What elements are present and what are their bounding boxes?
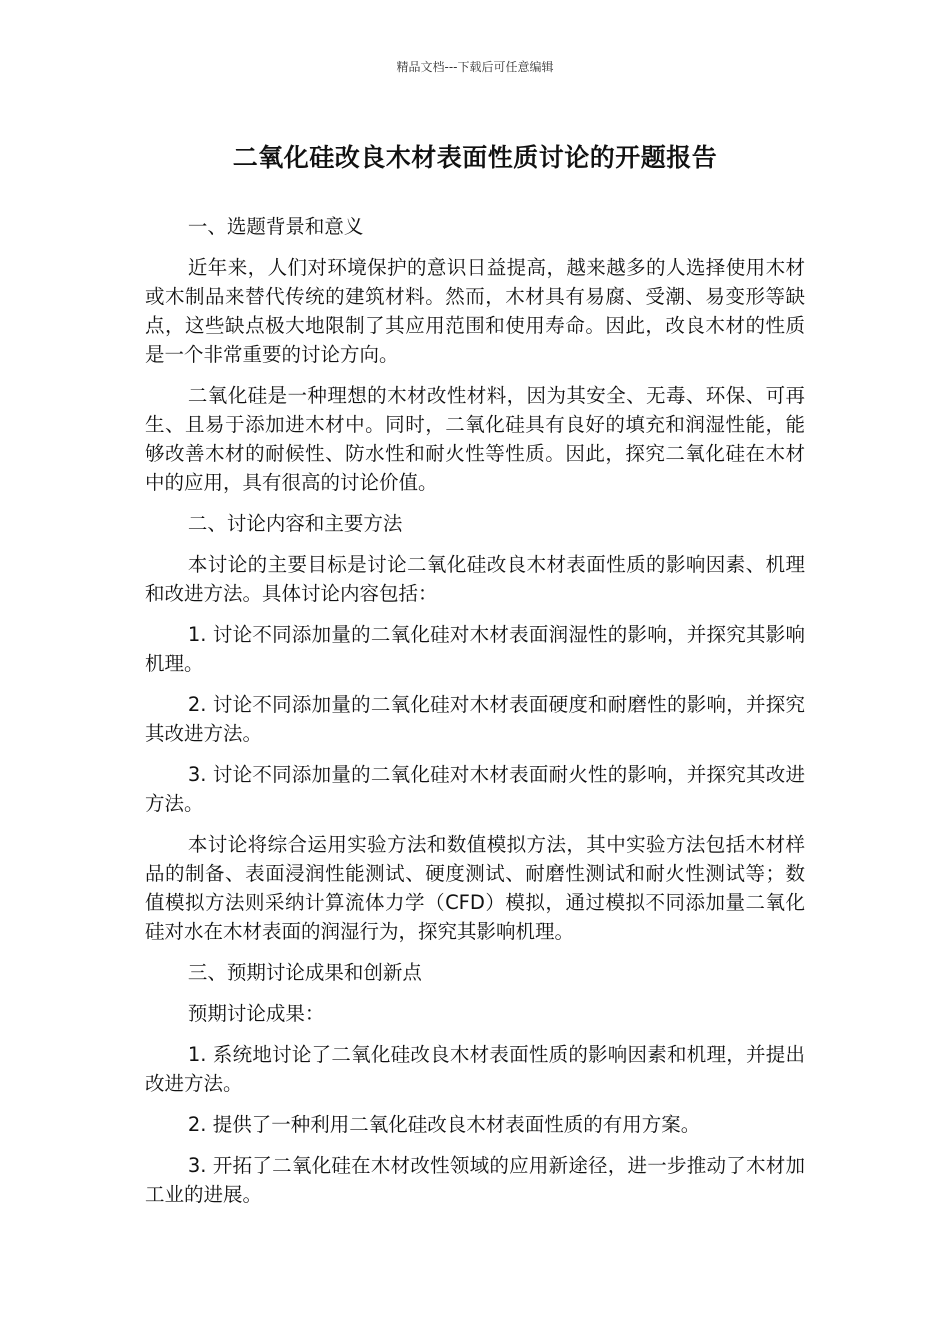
list-item: 1. 系统地讨论了二氧化硅改良木材表面性质的影响因素和机理，并提出改进方法。 bbox=[145, 1043, 805, 1095]
paragraph: 近年来，人们对环境保护的意识日益提高，越来越多的人选择使用木材或木制品来替代传统的建筑材料。然而，木材具有易腐、受潮、易变形等缺点，这些缺点极大地限制了其应用范围和使用寿命。因此，改良木材的性质是一个非常重要的讨论方向。 bbox=[145, 256, 805, 366]
section-heading-outcomes: 三、预期讨论成果和创新点 bbox=[187, 961, 422, 984]
paragraph: 本讨论将综合运用实验方法和数值模拟方法，其中实验方法包括木材样品的制备、表面浸润性能测试、硬度测试、耐磨性测试和耐火性测试等；数值模拟方法则采纳计算流体力学（CFD）模拟，通过模拟不同添加量二氧化硅对水在木材表面的润湿行为，探究其影响机理。 bbox=[145, 833, 805, 943]
section-heading-background: 一、选题背景和意义 bbox=[187, 215, 364, 238]
paragraph: 二氧化硅是一种理想的木材改性材料，因为其安全、无毒、环保、可再生、且易于添加进木材中。同时，二氧化硅具有良好的填充和润湿性能，能够改善木材的耐候性、防水性和耐火性等性质。因此，探究二氧化硅在木材中的应用，具有很高的讨论价值。 bbox=[145, 384, 805, 494]
section-heading-content-methods: 二、讨论内容和主要方法 bbox=[187, 512, 403, 535]
list-item: 2. 提供了一种利用二氧化硅改良木材表面性质的有用方案。 bbox=[187, 1113, 701, 1136]
paragraph: 预期讨论成果： bbox=[187, 1002, 325, 1025]
document-body bbox=[145, 212, 805, 1221]
list-item: 3. 开拓了二氧化硅在木材改性领域的应用新途径，进一步推动了木材加工业的进展。 bbox=[145, 1154, 805, 1206]
list-item: 1. 讨论不同添加量的二氧化硅对木材表面润湿性的影响，并探究其影响机理。 bbox=[145, 623, 805, 675]
paragraph: 本讨论的主要目标是讨论二氧化硅改良木材表面性质的影响因素、机理和改进方法。具体讨论内容包括： bbox=[145, 553, 805, 605]
list-item: 2. 讨论不同添加量的二氧化硅对木材表面硬度和耐磨性的影响，并探究其改进方法。 bbox=[145, 693, 805, 745]
document-title: 二氧化硅改良木材表面性质讨论的开题报告 bbox=[232, 143, 718, 172]
list-item: 3. 讨论不同添加量的二氧化硅对木材表面耐火性的影响，并探究其改进方法。 bbox=[145, 763, 805, 815]
header-note: 精品文档---下载后可任意编辑 bbox=[396, 60, 554, 74]
